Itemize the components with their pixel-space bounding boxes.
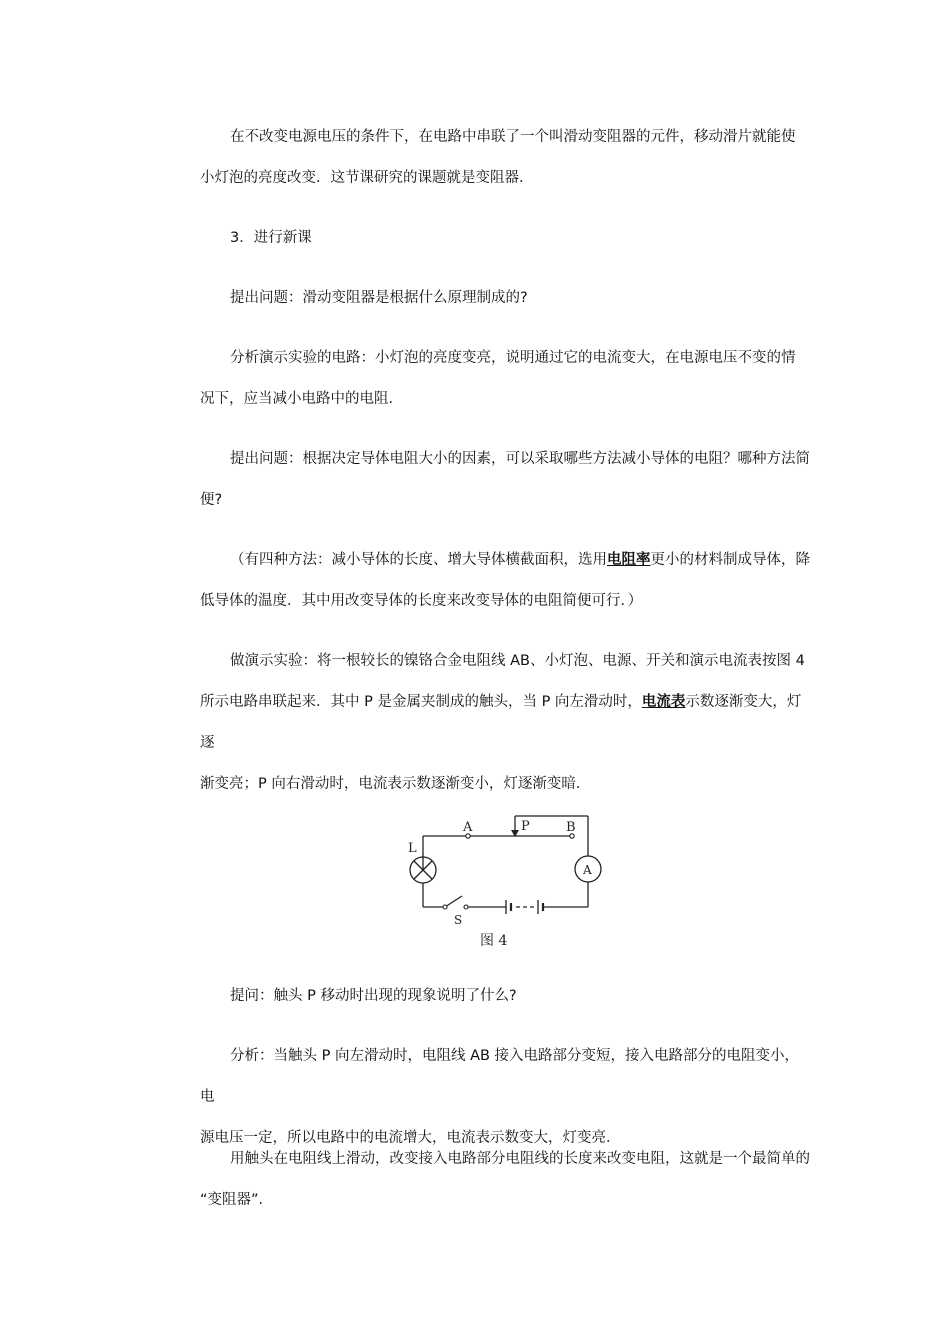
text-run: 所示电路串联起来．其中 P 是金属夹制成的触头，当 P 向左滑动时， (200, 694, 642, 710)
line: 便? (200, 492, 223, 508)
line: 在不改变电源电压的条件下，在电路中串联了一个叫滑动变阻器的元件，移动滑片就能使 (230, 129, 796, 145)
ammeter-link[interactable]: 电流表 (641, 694, 686, 710)
label-slider-p: P (521, 819, 530, 834)
paragraph-question-3 (200, 976, 810, 1017)
label-lamp-l: L (408, 841, 417, 856)
line: 源电压一定，所以电路中的电流增大，电流表示数变大，灯变亮． (200, 1130, 621, 1146)
switch-pivot (443, 905, 447, 909)
figure-caption: 图 4 (480, 933, 508, 949)
line: 渐变亮；P 向右滑动时，电流表示数逐渐变小，灯逐渐变暗． (200, 776, 591, 792)
paragraph-question-2 (200, 439, 810, 521)
paragraph-conclusion (200, 1139, 810, 1221)
line: 3．进行新课 (230, 230, 312, 246)
line: 小灯泡的亮度改变．这节课研究的课题就是变阻器． (200, 170, 534, 186)
label-ammeter-a: A (583, 863, 592, 877)
section-heading (200, 218, 810, 259)
label-terminal-a: A (463, 820, 473, 835)
line: 做演示实验：将一根较长的镍铬合金电阻线 AB、小灯泡、电源、开关和演示电流表按图 4 (230, 653, 805, 669)
line: 提问：触头 P 移动时出现的现象说明了什么? (230, 988, 517, 1004)
text-run: （有四种方法：减小导体的长度、增大导体横截面积，选用 (230, 552, 607, 568)
paragraph-question-1 (200, 278, 810, 319)
line: 用触头在电阻线上滑动，改变接入电路部分电阻线的长度来改变电阻，这就是一个最简单的 (230, 1151, 810, 1167)
line: 提出问题：滑动变阻器是根据什么原理制成的? (230, 290, 528, 306)
paragraph-experiment (200, 641, 810, 805)
line: 低导体的温度．其中用改变导体的长度来改变导体的电阻简便可行．） (200, 593, 643, 609)
paragraph-methods (200, 540, 810, 622)
label-terminal-b: B (566, 820, 576, 835)
label-switch-s: S (454, 913, 463, 927)
line: “变阻器”． (200, 1192, 274, 1208)
paragraph-intro (200, 117, 810, 199)
line: 分析：当触头 P 向左滑动时，电阻线 AB 接入电路部分变短，接入电路部分的电阻变小，电 (200, 1048, 800, 1105)
text-run: 示数逐渐变大，灯逐 (200, 694, 802, 751)
resistivity-link[interactable]: 电阻率 (607, 552, 651, 568)
switch-blade (445, 896, 462, 907)
text-run: 更小的材料制成导体，降 (650, 552, 810, 568)
circuit-diagram-figure-4 (400, 808, 605, 953)
switch-contact (464, 905, 468, 909)
line: 况下，应当减小电路中的电阻． (200, 391, 403, 407)
line: 分析演示实验的电路：小灯泡的亮度变亮，说明通过它的电流变大，在电源电压不变的情 (230, 350, 796, 366)
paragraph-analysis-1 (200, 338, 810, 420)
line: 提出问题：根据决定导体电阻大小的因素，可以采取哪些方法减小导体的电阻？哪种方法简 (230, 451, 810, 467)
